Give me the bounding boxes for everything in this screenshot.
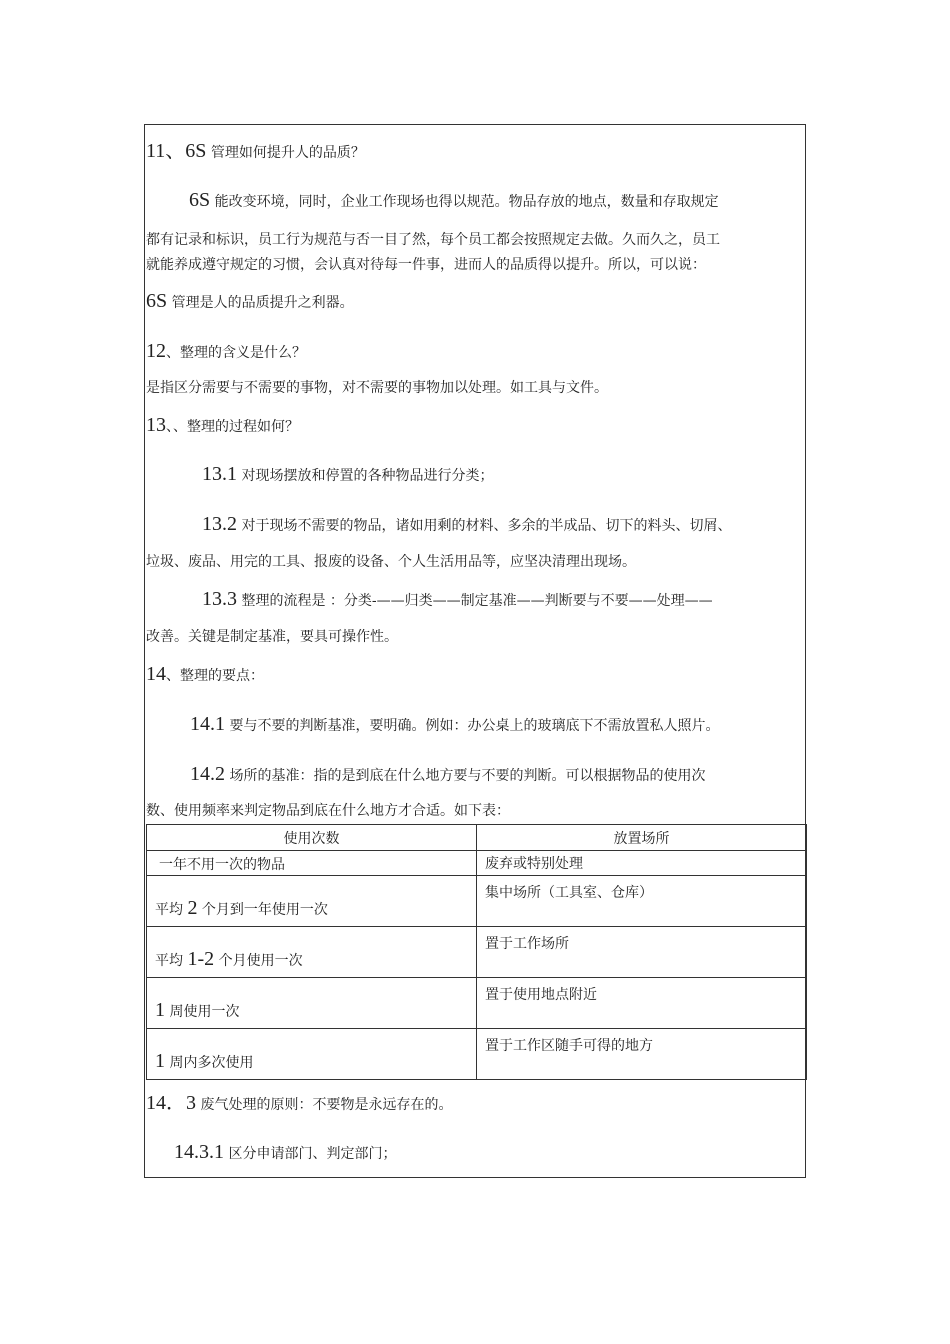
table-cell-usage xyxy=(147,1029,477,1080)
q11-heading-text: 管理如何提升人的品质？ xyxy=(210,145,365,161)
q13-item-3-line-1 xyxy=(202,589,713,611)
q11-paragraph-line-1-text: 能改变环境，同时，企业工作现场也得以规范。物品存放的地点，数量和存取规定 xyxy=(214,194,719,210)
q13-item-2-number: 13.2 xyxy=(202,513,237,535)
q12-heading-number: 12 xyxy=(146,340,166,362)
usage-number: 2 xyxy=(187,897,198,919)
q14-item-2-text: 场所的基准：指的是到底在什么地方要与不要的判断。可以根据物品的使用次 xyxy=(229,768,706,784)
usage-number: 1 xyxy=(155,1050,165,1072)
q14-item-3 xyxy=(146,1093,452,1115)
q13-item-1-number: 13.1 xyxy=(202,463,237,485)
usage-text: 周内多次使用 xyxy=(169,1055,254,1071)
table-header-row xyxy=(147,825,807,851)
q14-item-3-1-number: 14.3.1 xyxy=(174,1141,224,1163)
table-cell-place: 置于工作区随手可得的地方 xyxy=(477,1029,807,1080)
q12-answer: 是指区分需要与不需要的事物，对不需要的事物加以处理。如工具与文件。 xyxy=(146,380,608,396)
table-row xyxy=(147,851,807,876)
table-row xyxy=(147,927,807,978)
q12-heading xyxy=(146,341,306,363)
q14-item-3-number: 14．3 xyxy=(146,1092,196,1114)
table-cell-usage xyxy=(147,978,477,1029)
placement-table xyxy=(146,824,807,1080)
q13-item-3-line-2: 改善。关键是制定基准，要具可操作性。 xyxy=(146,629,398,645)
q14-item-3-1 xyxy=(174,1142,396,1164)
usage-number: 1 xyxy=(155,999,165,1021)
q13-heading xyxy=(146,415,299,437)
usage-text: 个月到一年使用一次 xyxy=(201,902,328,918)
q14-item-1-text: 要与不要的判断基准，要明确。例如：办公桌上的玻璃底下不需放置私人照片。 xyxy=(229,718,720,734)
q11-conclusion-text: 管理是人的品质提升之利器。 xyxy=(171,295,354,311)
table-cell-place: 废弃或特别处理 xyxy=(477,851,807,876)
q14-item-3-text: 废气处理的原则：不要物是永远存在的。 xyxy=(200,1097,453,1113)
q11-heading xyxy=(146,141,365,163)
usage-prefix: 平均 xyxy=(155,902,183,918)
table-cell-usage xyxy=(147,851,477,876)
table-row xyxy=(147,1029,807,1080)
q13-heading-text: 、、整理的过程如何？ xyxy=(166,419,299,435)
q14-item-3-1-text: 区分申请部门、判定部门； xyxy=(228,1146,397,1162)
q13-item-2-line-1 xyxy=(202,514,731,536)
q13-item-2-text: 对于现场不需要的物品，诸如用剩的材料、多余的半成品、切下的料头、切屑、 xyxy=(241,518,732,534)
table-row xyxy=(147,876,807,927)
q13-item-3-number: 13.3 xyxy=(202,588,237,610)
usage-prefix: 平均 xyxy=(155,953,183,969)
q14-item-2-number: 14.2 xyxy=(190,763,225,785)
q11-heading-number: 11、6S xyxy=(146,140,207,162)
table-header-usage: 使用次数 xyxy=(147,825,477,851)
q13-item-1-text: 对现场摆放和停置的各种物品进行分类； xyxy=(241,468,494,484)
q11-paragraph-line-1 xyxy=(189,190,719,212)
table-cell-usage xyxy=(147,927,477,978)
table-cell-place: 置于工作场所 xyxy=(477,927,807,978)
q14-item-2-line-1 xyxy=(190,764,705,786)
table-row xyxy=(147,978,807,1029)
q11-paragraph-line-3: 就能养成遵守规定的习惯，会认真对待每一件事，进而人的品质得以提升。所以，可以说： xyxy=(146,257,706,273)
q13-heading-number: 13 xyxy=(146,414,166,436)
q14-heading-number: 14 xyxy=(146,663,166,685)
table-cell-place: 集中场所（工具室、仓库） xyxy=(477,876,807,927)
q11-paragraph-line-2: 都有记录和标识，员工行为规范与否一目了然，每个员工都会按照规定去做。久而久之，员工 xyxy=(146,232,720,248)
q14-heading-text: 、整理的要点： xyxy=(166,668,264,684)
q11-conclusion-lead: 6S xyxy=(146,290,168,312)
q11-conclusion xyxy=(146,291,354,313)
table-cell-place: 置于使用地点附近 xyxy=(477,978,807,1029)
q14-item-1-number: 14.1 xyxy=(190,713,225,735)
q14-heading xyxy=(146,664,264,686)
usage-text: 一年不用一次的物品 xyxy=(159,856,285,873)
usage-text: 个月使用一次 xyxy=(218,953,303,969)
q11-paragraph-lead: 6S xyxy=(189,189,211,211)
q13-item-2-line-2: 垃圾、废品、用完的工具、报废的设备、个人生活用品等，应坚决清理出现场。 xyxy=(146,554,636,570)
q13-item-1 xyxy=(202,464,493,486)
usage-number: 1-2 xyxy=(187,948,215,970)
q14-item-2-line-2: 数、使用频率来判定物品到底在什么地方才合适。如下表： xyxy=(146,803,510,819)
table-header-place: 放置场所 xyxy=(477,825,807,851)
usage-text: 周使用一次 xyxy=(169,1004,240,1020)
q12-heading-text: 、整理的含义是什么？ xyxy=(166,345,306,361)
q13-item-3-text: 整理的流程是 ：分类-——归类——制定基准——判断要与不要——处理—— xyxy=(241,593,713,609)
q14-item-1 xyxy=(190,714,719,736)
table-cell-usage xyxy=(147,876,477,927)
